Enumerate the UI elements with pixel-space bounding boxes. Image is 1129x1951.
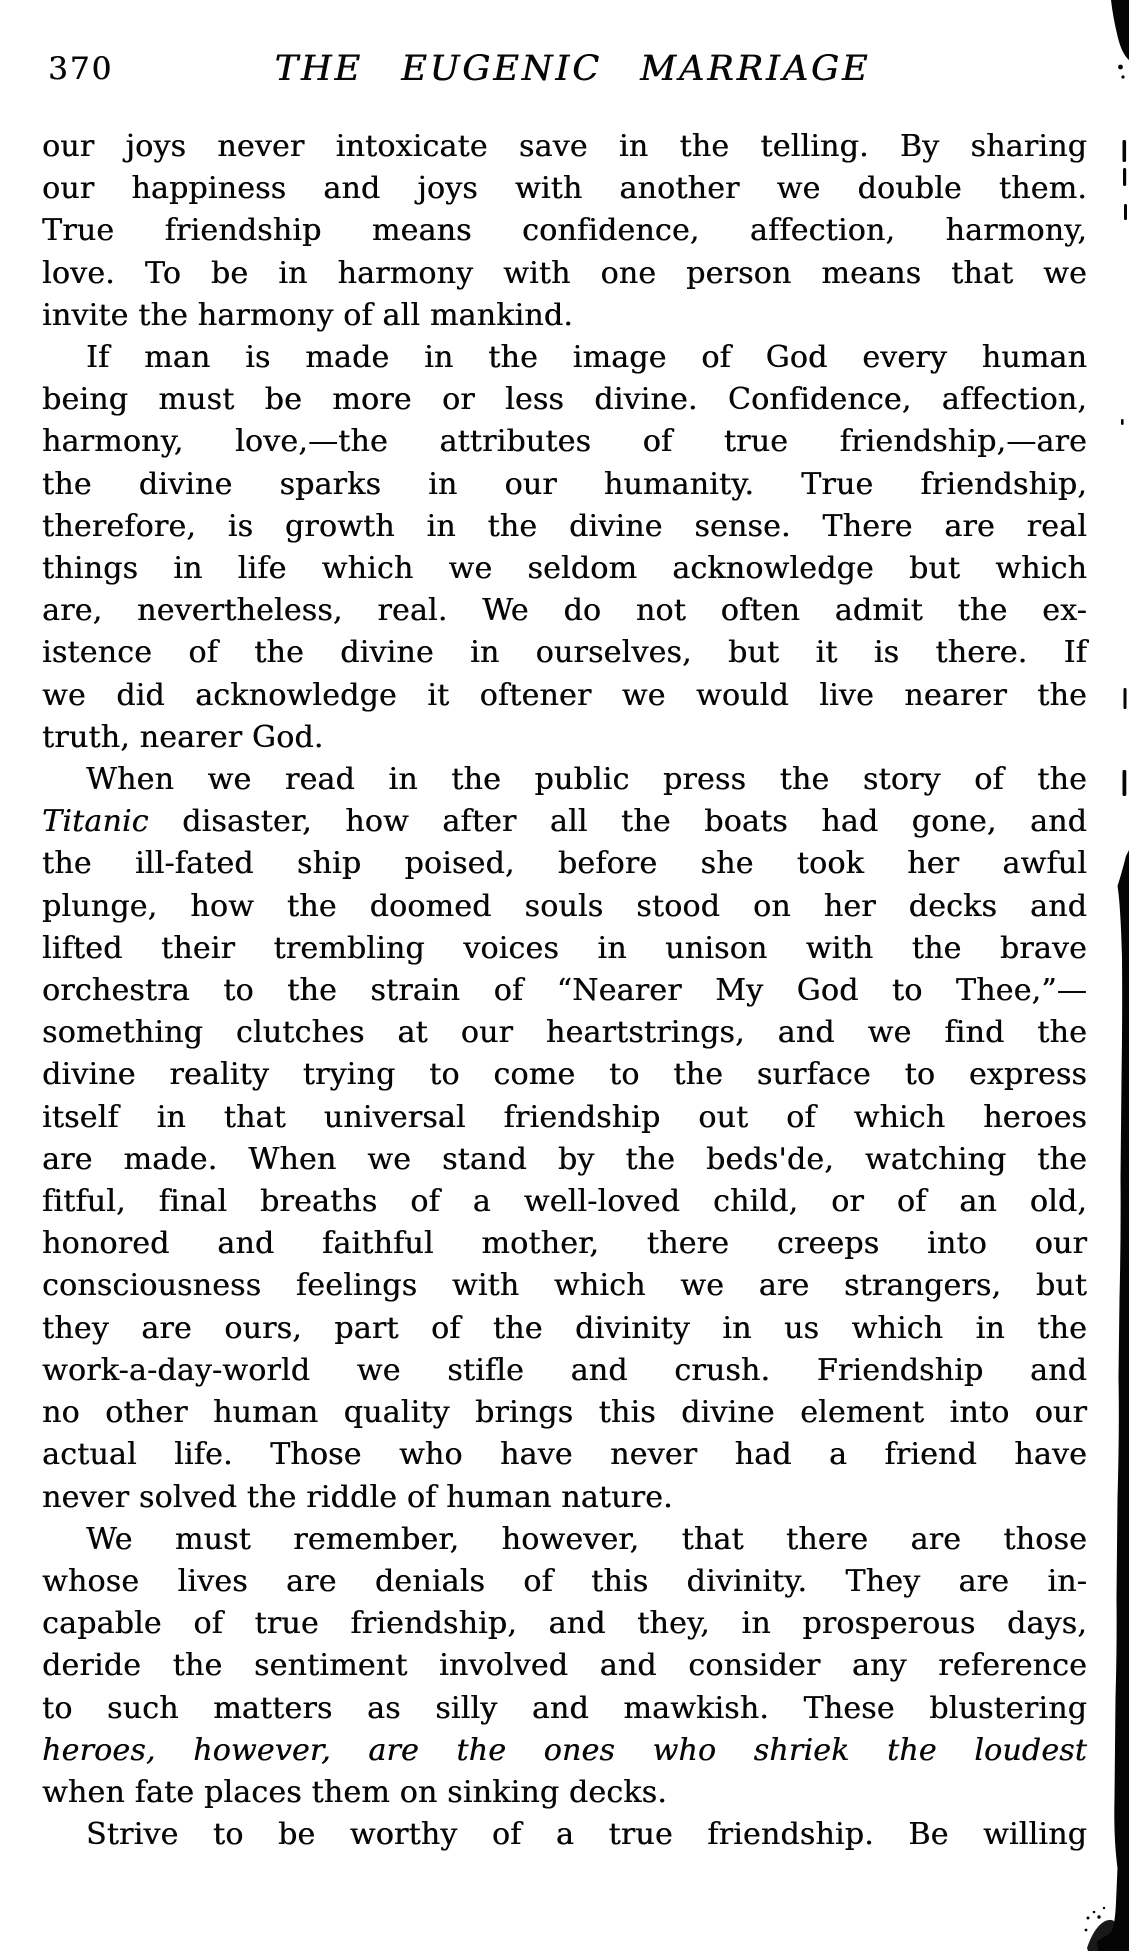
text-line bbox=[42, 801, 1087, 843]
text-segment: Strive to be worthy of a true friendship. Be willing bbox=[86, 1817, 1087, 1853]
text-segment: the ill-fated ship poised, before she took her awful bbox=[42, 846, 1087, 882]
text-segment: plunge, how the doomed souls stood on her decks and bbox=[42, 888, 1087, 924]
text-segment: orchestra to the strain of “Nearer My God to Thee,”— bbox=[42, 973, 1087, 1009]
paragraph bbox=[42, 126, 1087, 337]
text-line bbox=[42, 337, 1087, 379]
text-segment: truth, nearer God. bbox=[42, 719, 324, 755]
text-line bbox=[42, 1519, 1087, 1561]
text-segment: honored and faithful mother, there creeps into our bbox=[42, 1226, 1087, 1262]
text-line bbox=[42, 1181, 1087, 1223]
text-segment: never solved the riddle of human nature. bbox=[42, 1479, 673, 1515]
text-segment: our happiness and joys with another we double them. bbox=[42, 171, 1087, 207]
text-line bbox=[42, 1688, 1087, 1730]
text-segment: to such matters as silly and mawkish. These blustering bbox=[42, 1690, 1087, 1726]
text-segment: We must remember, however, that there are those bbox=[86, 1521, 1087, 1557]
text-line bbox=[42, 1392, 1087, 1434]
text-line bbox=[42, 1477, 1087, 1519]
text-segment: actual life. Those who have never had a friend have bbox=[42, 1437, 1087, 1473]
text-line bbox=[42, 253, 1087, 295]
text-segment: harmony, love,—the attributes of true friendship,—are bbox=[42, 424, 1087, 460]
text-line bbox=[42, 1645, 1087, 1687]
text-line bbox=[42, 1012, 1087, 1054]
text-line bbox=[42, 970, 1087, 1012]
text-line bbox=[42, 1139, 1087, 1181]
text-line bbox=[42, 1223, 1087, 1265]
text-segment: work-a-day-world we stifle and crush. Friendship and bbox=[42, 1352, 1087, 1388]
body-text bbox=[42, 126, 1087, 1856]
text-segment: divine reality trying to come to the surface to express bbox=[42, 1057, 1087, 1093]
text-line bbox=[42, 1434, 1087, 1476]
text-line bbox=[42, 126, 1087, 168]
paragraph bbox=[42, 759, 1087, 1519]
text-line bbox=[42, 1350, 1087, 1392]
paragraph bbox=[42, 1814, 1087, 1856]
text-line bbox=[42, 506, 1087, 548]
text-line bbox=[42, 421, 1087, 463]
text-line bbox=[42, 843, 1087, 885]
text-line bbox=[42, 1308, 1087, 1350]
text-segment: the divine sparks in our humanity. True friendship, bbox=[42, 466, 1087, 502]
text-line bbox=[42, 590, 1087, 632]
text-segment: deride the sentiment involved and consider any reference bbox=[42, 1648, 1087, 1684]
text-line bbox=[42, 928, 1087, 970]
text-line bbox=[42, 464, 1087, 506]
text-segment: something clutches at our heartstrings, and we find the bbox=[42, 1015, 1087, 1051]
running-title: THE EUGENIC MARRIAGE bbox=[274, 49, 871, 89]
text-segment: our joys never intoxicate save in the telling. By sharing bbox=[42, 129, 1087, 164]
text-segment: When we read in the public press the story of the bbox=[86, 762, 1087, 798]
text-line bbox=[42, 1772, 1087, 1814]
text-segment: lifted their trembling voices in unison with the brave bbox=[42, 930, 1087, 966]
text-line bbox=[42, 1603, 1087, 1645]
text-line bbox=[42, 717, 1087, 759]
text-segment: consciousness feelings with which we are strangers, but bbox=[42, 1268, 1087, 1304]
text-segment: capable of true friendship, and they, in prosperous days, bbox=[42, 1606, 1087, 1642]
text-line bbox=[42, 1561, 1087, 1603]
paragraph bbox=[42, 1519, 1087, 1814]
text-line bbox=[42, 759, 1087, 801]
text-line bbox=[42, 210, 1087, 252]
text-line bbox=[42, 379, 1087, 421]
text-line bbox=[42, 295, 1087, 337]
text-segment: disaster, how after all the boats had gone, and bbox=[148, 804, 1087, 840]
page-header bbox=[42, 46, 1087, 92]
text-line bbox=[42, 1730, 1087, 1772]
text-line bbox=[42, 1814, 1087, 1856]
page-number: 370 bbox=[48, 51, 114, 87]
paragraph bbox=[42, 337, 1087, 759]
text-segment: we did acknowledge it oftener we would live nearer the bbox=[42, 677, 1087, 713]
scan-edge-artifact bbox=[1084, 0, 1129, 1951]
text-segment: therefore, is growth in the divine sense. There are real bbox=[42, 508, 1087, 544]
text-segment: no other human quality brings this divine element into our bbox=[42, 1395, 1087, 1431]
text-line bbox=[42, 675, 1087, 717]
text-line bbox=[42, 1054, 1087, 1096]
text-line bbox=[42, 1265, 1087, 1307]
text-segment: things in life which we seldom acknowledge but which bbox=[42, 551, 1087, 587]
text-segment: when fate places them on sinking decks. bbox=[42, 1774, 667, 1810]
text-segment: invite the harmony of all mankind. bbox=[42, 297, 573, 333]
italic-text-segment: Titanic bbox=[42, 804, 149, 840]
text-segment: True friendship means confidence, affection, harmony, bbox=[42, 213, 1087, 249]
text-segment: are made. When we stand by the beds'de, watching the bbox=[42, 1141, 1087, 1177]
text-line bbox=[42, 886, 1087, 928]
text-segment: are, nevertheless, real. We do not often admit the ex- bbox=[42, 593, 1087, 629]
text-segment: love. To be in harmony with one person means that we bbox=[42, 255, 1087, 291]
text-line bbox=[42, 1097, 1087, 1139]
text-segment: whose lives are denials of this divinity. They are in- bbox=[42, 1563, 1087, 1599]
text-segment: itself in that universal friendship out of which heroes bbox=[42, 1099, 1087, 1135]
text-segment: fitful, final breaths of a well-loved child, or of an old, bbox=[42, 1184, 1087, 1220]
text-line bbox=[42, 632, 1087, 674]
text-segment: being must be more or less divine. Confidence, affection, bbox=[42, 382, 1087, 418]
text-segment: istence of the divine in ourselves, but it is there. If bbox=[42, 635, 1087, 671]
italic-text-segment: heroes, however, are the ones who shriek the loudest bbox=[42, 1732, 1087, 1768]
text-segment: they are ours, part of the divinity in us which in the bbox=[42, 1310, 1087, 1346]
text-line bbox=[42, 168, 1087, 210]
text-segment: If man is made in the image of God every human bbox=[86, 340, 1087, 376]
text-line bbox=[42, 548, 1087, 590]
